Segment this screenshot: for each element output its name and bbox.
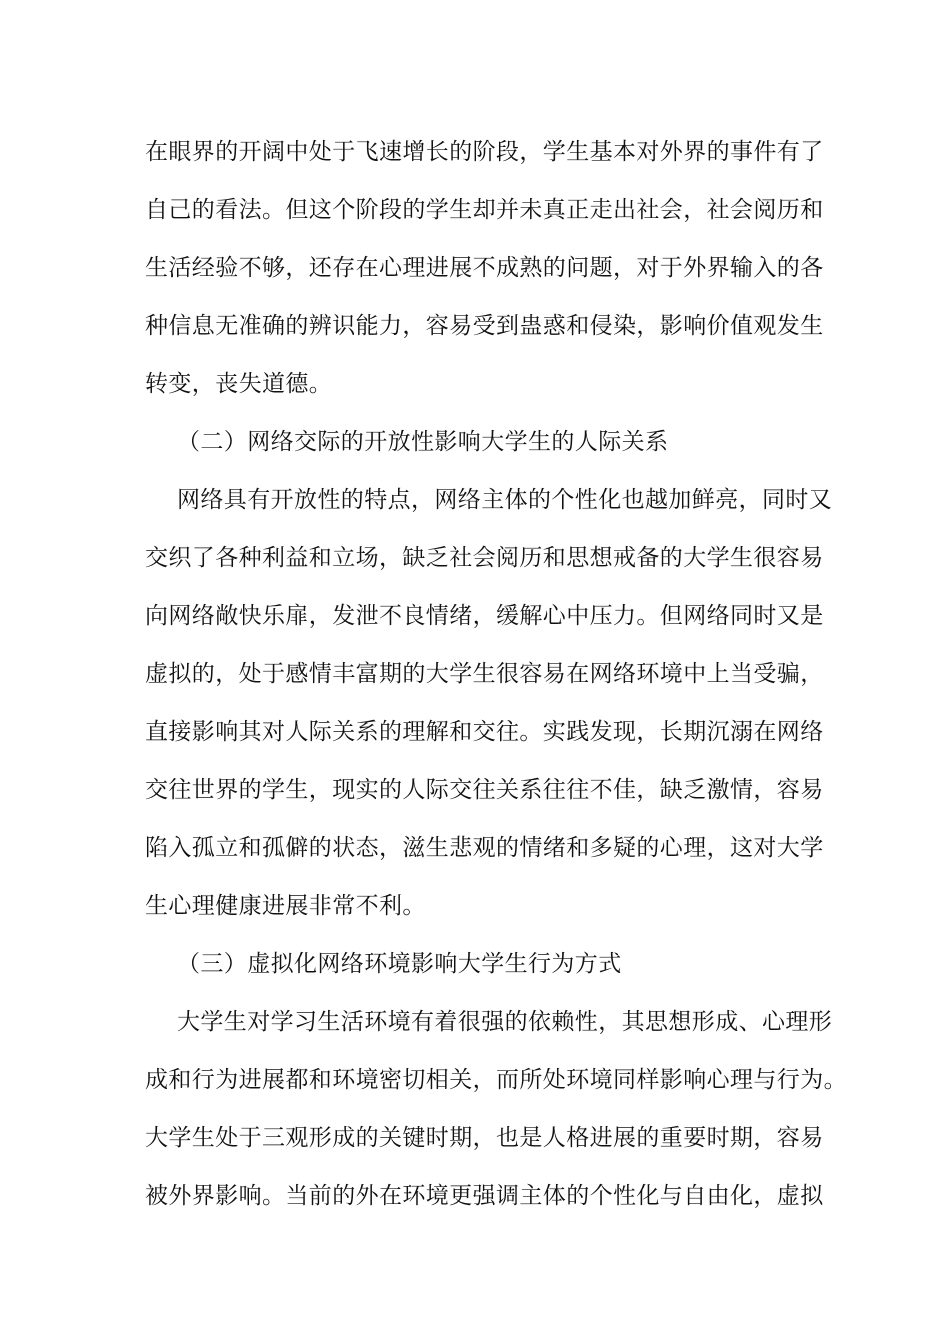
paragraph-line: 自己的看法。但这个阶段的学生却并未真正走出社会，社会阅历和 bbox=[145, 197, 824, 223]
paragraph-line: 生活经验不够，还存在心理进展不成熟的问题，对于外界输入的各 bbox=[145, 255, 824, 281]
paragraph-line: 网络具有开放性的特点，网络主体的个性化也越加鲜亮，同时又 bbox=[177, 487, 833, 513]
paragraph-line: 向网络敞快乐扉，发泄不良情绪，缓解心中压力。但网络同时又是 bbox=[145, 603, 824, 629]
paragraph-line: 转变，丧失道德。 bbox=[145, 371, 333, 397]
section-heading: （二）网络交际的开放性影响大学生的人际关系 bbox=[177, 429, 669, 455]
paragraph-line: 成和行为进展都和环境密切相关，而所处环境同样影响心理与行为。 bbox=[145, 1067, 847, 1093]
paragraph-line: 在眼界的开阔中处于飞速增长的阶段，学生基本对外界的事件有了 bbox=[145, 139, 824, 165]
paragraph-line: 虚拟的，处于感情丰富期的大学生很容易在网络环境中上当受骗， bbox=[145, 661, 824, 687]
section-heading: （三）虚拟化网络环境影响大学生行为方式 bbox=[177, 951, 622, 977]
paragraph-line: 交往世界的学生，现实的人际交往关系往往不佳，缺乏激情，容易 bbox=[145, 777, 824, 803]
paragraph-line: 种信息无准确的辨识能力，容易受到蛊惑和侵染，影响价值观发生 bbox=[145, 313, 824, 339]
paragraph-line: 大学生处于三观形成的关键时期，也是人格进展的重要时期，容易 bbox=[145, 1125, 824, 1151]
paragraph-line: 大学生对学习生活环境有着很强的依赖性，其思想形成、心理形 bbox=[177, 1009, 833, 1035]
paragraph-line: 直接影响其对人际关系的理解和交往。实践发现，长期沉溺在网络 bbox=[145, 719, 824, 745]
paragraph-line: 交织了各种利益和立场，缺乏社会阅历和思想戒备的大学生很容易 bbox=[145, 545, 824, 571]
paragraph-line: 生心理健康进展非常不利。 bbox=[145, 893, 426, 919]
paragraph-line: 陷入孤立和孤僻的状态，滋生悲观的情绪和多疑的心理，这对大学 bbox=[145, 835, 824, 861]
paragraph-line: 被外界影响。当前的外在环境更强调主体的个性化与自由化，虚拟 bbox=[145, 1183, 824, 1209]
